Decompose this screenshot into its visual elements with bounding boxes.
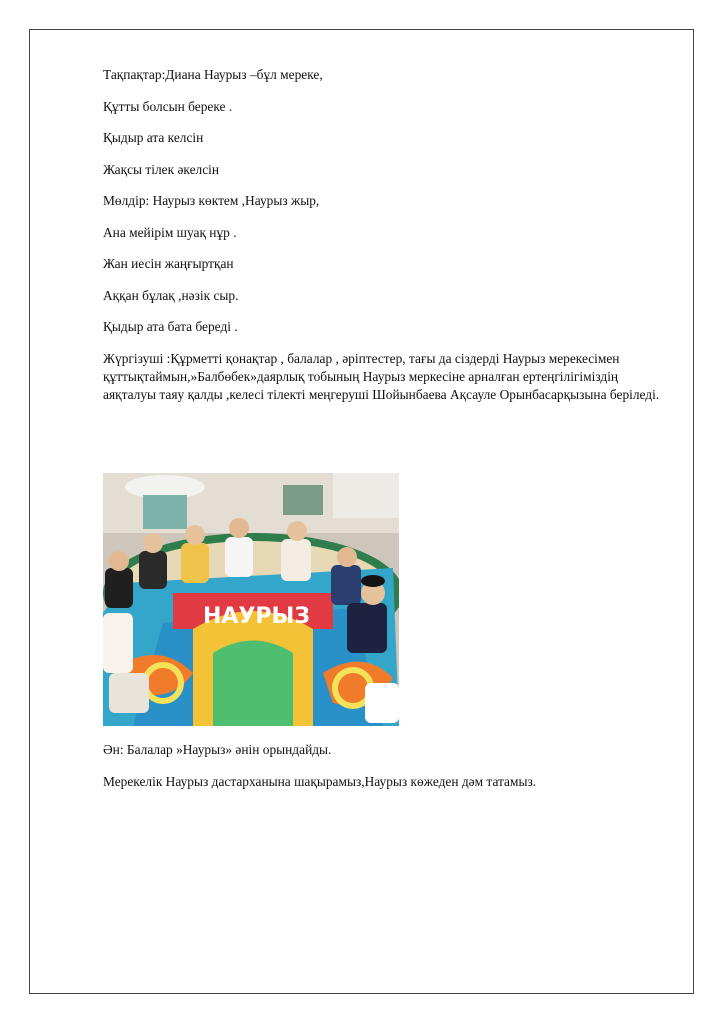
- presenter-paragraph: Жүргізуші :Құрметті қонақтар , балалар , әріптестер, тағы да сіздерді Наурыз мерекесімен құттықтаймын,»Балбөбек»даярлық тобының Наурыз меркесіне арналған ертеңгілігіміздің аяқталуы таяу қалды ,келесі тілекті меңгеруші Шойынбаева Ақсауле Орынбасарқызына беріледі.: [103, 350, 660, 402]
- song-line: Ән: Балалар »Наурыз» әнін орындайды.: [103, 742, 332, 757]
- poem-line-8: Аққан бұлақ ,нәзік сыр.: [103, 287, 239, 303]
- poem-line-1: Тақпақтар:Диана Наурыз –бұл мереке,: [103, 67, 323, 82]
- poem-line-4: Жақсы тілек әкелсін: [103, 161, 220, 177]
- poem-line-3: Қыдыр ата келсін: [103, 130, 204, 145]
- poem-line-9: Қыдыр ата бата береді .: [103, 319, 238, 334]
- mat-lettering: НАУРЫЗ: [203, 604, 310, 629]
- closing-line: Мерекелік Наурыз дастарханына шақырамыз,Наурыз көжеден дәм татамыз.: [103, 773, 537, 789]
- children-circle-photo: [103, 473, 399, 726]
- poem-line-6: Ана мейірім шуақ нұр .: [103, 224, 237, 240]
- document-body: [103, 66, 663, 404]
- poem-line-7: Жан иесін жаңғыртқан: [103, 256, 234, 271]
- document-after-photo: [103, 741, 663, 804]
- poem-line-2: Құтты болсын береке .: [103, 98, 233, 114]
- poem-line-5: Мөлдір: Наурыз көктем ,Наурыз жыр,: [103, 193, 320, 208]
